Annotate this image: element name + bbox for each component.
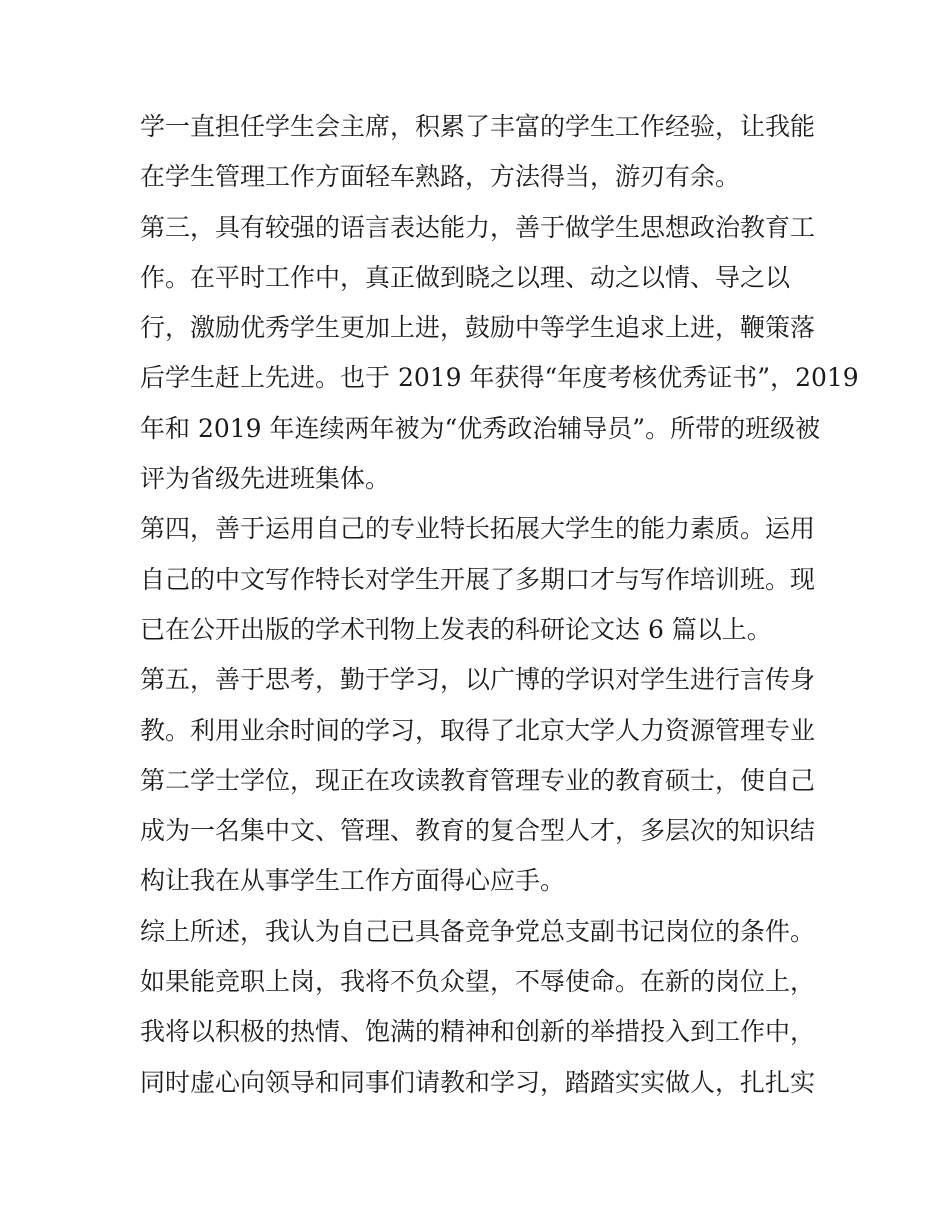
text-line: 在学生管理工作方面轻车熟路，方法得当，游刃有余。 (140, 162, 741, 192)
text-line: 第二学士学位，现正在攻读教育管理专业的教育硕士，使自己 (140, 765, 816, 795)
text-line: 自己的中文写作特长对学生开展了多期口才与写作培训班。现 (140, 564, 816, 594)
text-line: 第三，具有较强的语言表达能力，善于做学生思想政治教育工 (140, 212, 816, 242)
text-line: 评为省级先进班集体。 (140, 464, 391, 494)
text-line: 年和 2019 年连续两年被为“优秀政治辅导员”。所带的班级被 (140, 413, 821, 443)
text-line: 已在公开出版的学术刊物上发表的科研论文达 6 篇以上。 (140, 614, 772, 644)
text-line: 学一直担任学生会主席，积累了丰富的学生工作经验，让我能 (140, 112, 816, 141)
text-line: 同时虚心向领导和同事们请教和学习，踏踏实实做人，扎扎实 (140, 1067, 816, 1097)
text-line: 构让我在从事学生工作方面得心应手。 (140, 866, 566, 896)
text-line: 第五，善于思考，勤于学习，以广博的学识对学生进行言传身 (140, 665, 816, 695)
text-line: 行，激励优秀学生更加上进，鼓励中等学生追求上进，鞭策落 (140, 313, 816, 343)
text-line: 综上所述，我认为自己已具备竞争党总支副书记岗位的条件。 (140, 916, 816, 946)
text-line: 教。利用业余时间的学习，取得了北京大学人力资源管理专业 (140, 715, 816, 745)
text-line: 如果能竞职上岗，我将不负众望，不辱使命。在新的岗位上， (140, 967, 816, 997)
text-line: 第四，善于运用自己的专业特长拓展大学生的能力素质。运用 (140, 514, 816, 544)
body-text (140, 102, 859, 1108)
text-line: 我将以积极的热情、饱满的精神和创新的举措投入到工作中， (140, 1017, 816, 1047)
text-line: 作。在平时工作中，真正做到晓之以理、动之以情、导之以 (140, 262, 791, 292)
text-line: 后学生赶上先进。也于 2019 年获得“年度考核优秀证书”，2019 (140, 363, 859, 393)
text-line: 成为一名集中文、管理、教育的复合型人才，多层次的知识结 (140, 816, 816, 846)
